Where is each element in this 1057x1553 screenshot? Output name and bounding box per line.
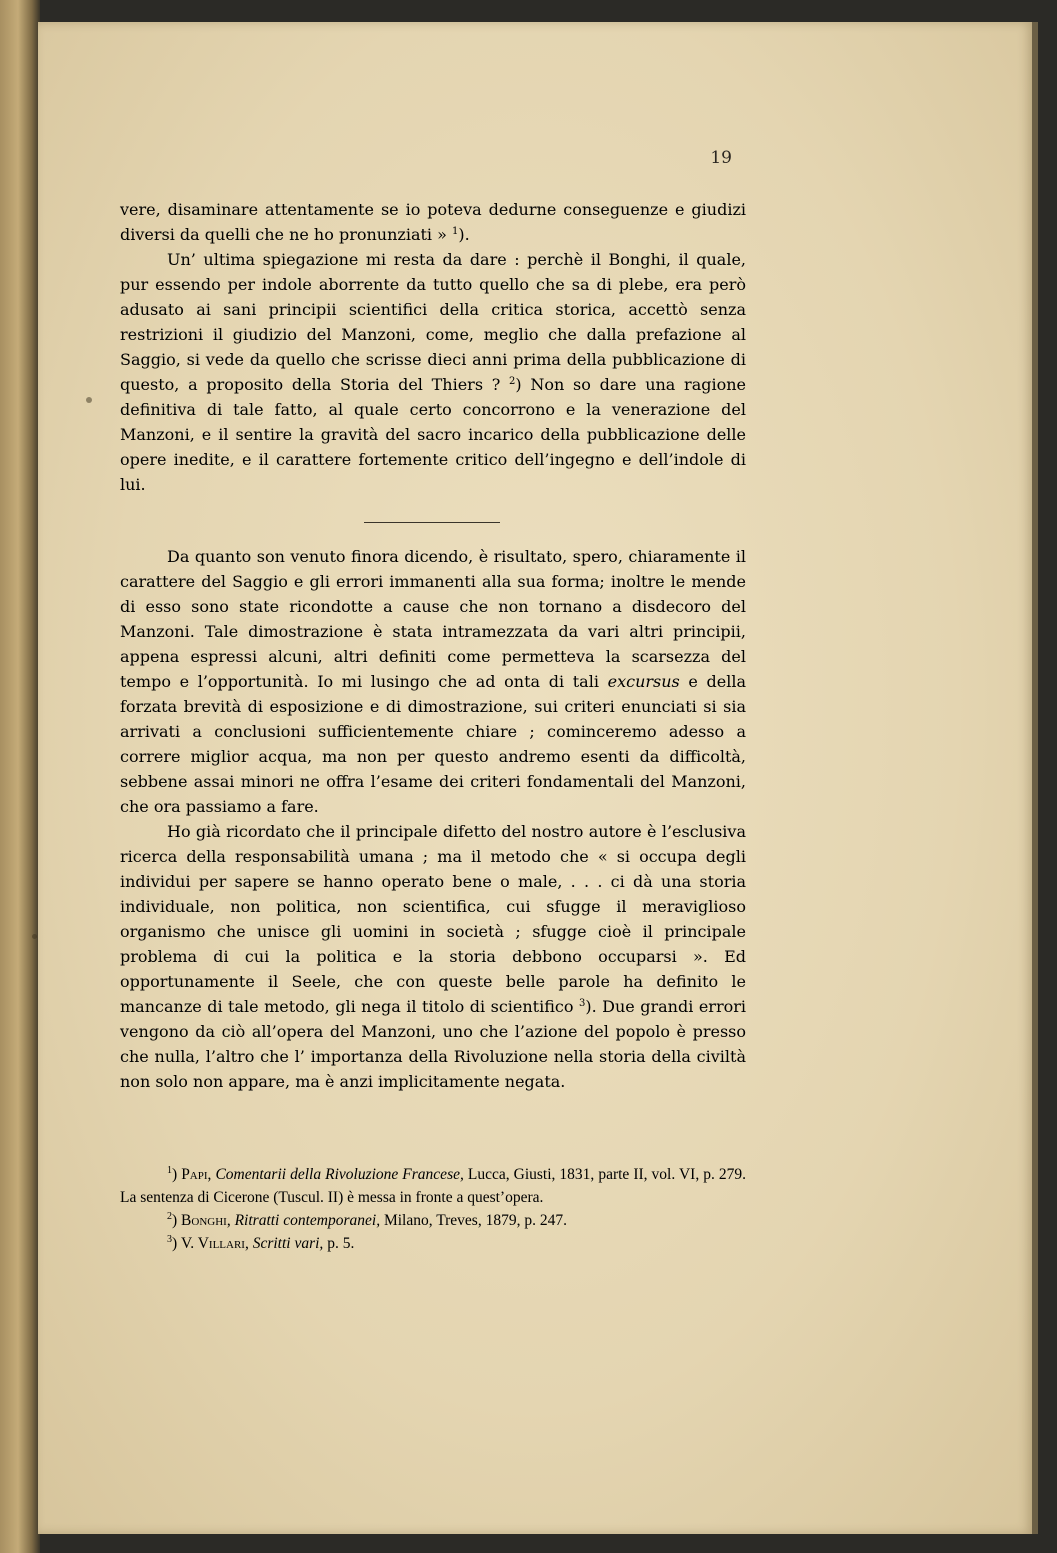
paragraph-continuation (120, 197, 746, 247)
footnote-ref-3: 3 (578, 998, 586, 1009)
footnote-1: $^1$) Papi, Comentarii della Rivoluzione Francese, Lucca, Giusti, 1831, parte II, vol. VI, p. 279. La sentenza di Cicerone (Tuscul. II) è messa in fronte a quest’opera. (120, 1165, 746, 1206)
adjacent-page-edge (0, 0, 40, 1553)
italic-term: excursus (607, 672, 680, 691)
paragraph-text: Ho già ricordato che il principale difetto del nostro autore è l’esclusiva ricerca della responsabilità umana ; ma il metodo che « si occupa degli individui per sapere se hanno operato bene o male, . . . ci dà una storia individuale, non politica, non scientifica, cui sfugge il meraviglioso organismo che unisce gli uomini in società ; sfugge cioè il principale problema di cui la politica e la storia debbono occuparsi ». Ed opportunamente il Seele, che con queste belle parole ha definito le mancanze di tale metodo, gli nega il titolo di scientifico (120, 822, 746, 1016)
paragraph-text: ) Non so dare una ragione definitiva di tale fatto, al quale certo concorrono e la venerazione del Manzoni, e il sentire la gravità del sacro incarico della pubblicazione delle opere inedite, e il carattere fortemente critico dell’ingegno e dell’indole di lui. (120, 375, 747, 494)
footnote-marker: 3 (167, 1234, 172, 1245)
footnote-ref-2: 2 (509, 376, 516, 387)
footnote-marker: 1 (167, 1165, 172, 1176)
paragraph-summary (120, 544, 746, 819)
paragraph-text: ). Due grandi errori vengono da ciò all’opera del Manzoni, uno che l’azione del popolo è presso che nulla, l’altro che l’ importanza della Rivoluzione nella storia della civiltà non solo non appare, ma è anzi implicitamente negata. (120, 997, 746, 1091)
footnote-author: Papi (181, 1166, 208, 1183)
footnote-rest: p. 5. (323, 1235, 355, 1252)
paragraph-text: vere, disaminare attentamente se io poteva dedurne conseguenze e giudizi diversi da quelli che ne ho pronunziati » (120, 200, 746, 244)
paper-stain (32, 934, 37, 939)
paragraph-text: Un’ ultima spiegazione mi resta da dare : perchè il Bonghi, il quale, pur essendo per indole aborrente da tutto quello che sa di plebe, era però adusato ai sani principii scientifici della critica storica, accettò senza restrizioni il giudizio del Manzoni, come, meglio che dalla prefazione al Saggio, si vede da quello che scrisse dieci anni prima della pubblicazione di questo, a proposito della Storia del Thiers ? (120, 250, 746, 394)
footnote-rest: Milano, Treves, 1879, p. 247. (380, 1212, 567, 1229)
paper-stain (86, 397, 92, 403)
paragraph-bonghi (120, 247, 746, 497)
page-number: 19 (710, 148, 732, 168)
footnote-marker: 2 (167, 1211, 172, 1222)
paragraph-text: Da quanto son venuto finora dicendo, è risultato, spero, chiaramente il carattere del Saggio e gli errori immanenti alla sua forma; inoltre le mende di esso sono state ricondotte a cause che non tornano a disdecoro del Manzoni. Tale dimostrazione è stata intramezzata da vari altri principii, appena espressi alcuni, altri definiti come permetteva la scarsezza del tempo e l’opportunità. Io mi lusingo che ad onta di tali (120, 547, 746, 691)
text-block-lower (120, 544, 746, 1094)
footnote-ref-1: 1 (451, 226, 459, 237)
paragraph-method (120, 819, 746, 1094)
footnote-title: Comentarii della Rivoluzione Francese, (215, 1166, 464, 1183)
paragraph-text: e della forzata brevità di esposizione e di dimostrazione, sui criteri enunciati si sia arrivati a conclusioni sufficientemente chiare ; cominceremo adesso a correre miglior acqua, ma non per questo andremo esenti da difficoltà, sebbene assai minori ne offra l’esame dei criteri fondamentali del Manzoni, che ora passiamo a fare. (120, 672, 747, 816)
footnote-rest: Lucca, Giusti, 1831, parte II, vol. VI, p. 279. La sentenza di Cicerone (Tuscul. II) è messa in fronte a quest’opera. (120, 1166, 746, 1206)
footnote-author: V. Villari (181, 1235, 245, 1252)
footnotes (120, 1163, 746, 1255)
footnote-author: Bonghi (181, 1212, 227, 1229)
footnote-title: Ritratti contemporanei, (234, 1212, 381, 1229)
text-block-upper (120, 197, 746, 497)
footnote-title: Scritti vari, (252, 1235, 324, 1252)
footnote-2: $^2$) Bonghi, Ritratti contemporanei, Milano, Treves, 1879, p. 247. (167, 1211, 567, 1229)
footnote-3: $^3$) V. Villari, Scritti vari, p. 5. (167, 1234, 355, 1252)
section-divider (364, 522, 500, 523)
paragraph-text: ). (458, 225, 470, 244)
